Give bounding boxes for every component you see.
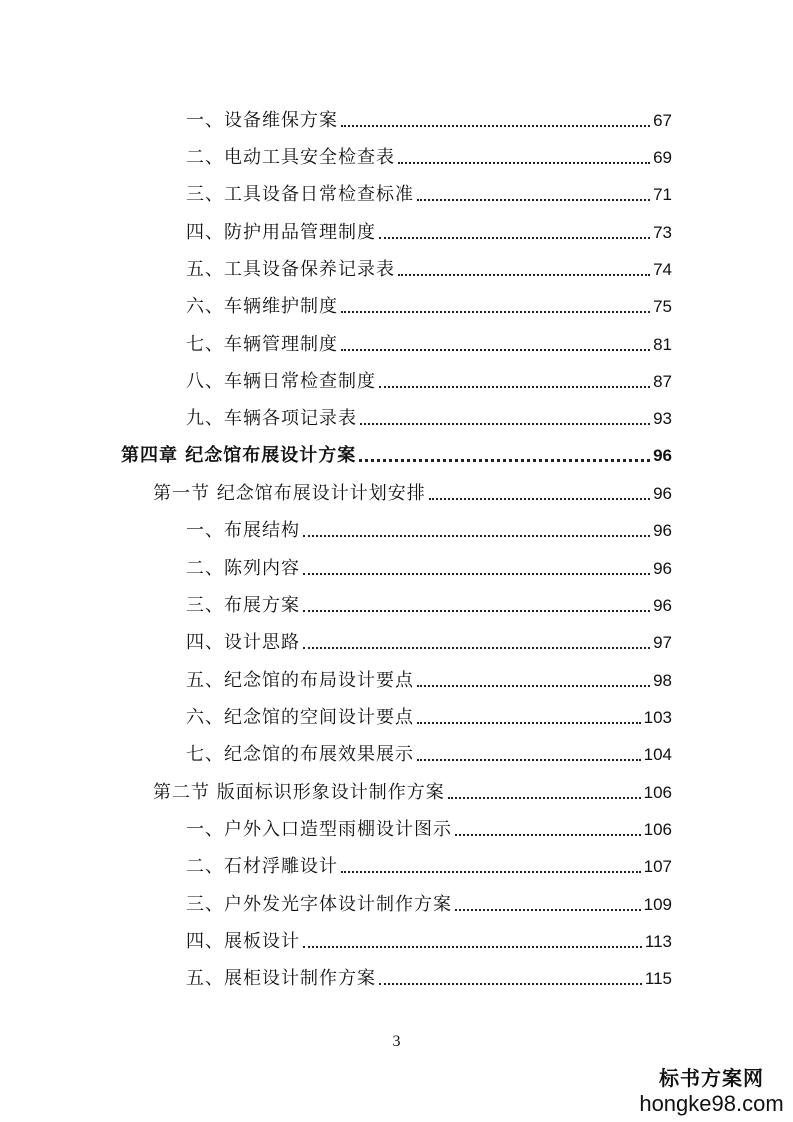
toc-entry-page: 96	[653, 596, 672, 615]
toc-entry-page: 96	[653, 521, 672, 540]
toc-entry[interactable]	[186, 255, 672, 281]
toc-entry-page: 96	[653, 446, 672, 465]
toc-entry-page: 87	[653, 372, 672, 391]
toc-entry-title: 一、布展结构	[186, 520, 300, 541]
toc-entry-page: 81	[653, 335, 672, 354]
page-number: 3	[392, 1033, 401, 1050]
toc-entry-page: 96	[653, 559, 672, 578]
dot-leader	[398, 161, 650, 164]
dot-leader	[360, 422, 650, 425]
dot-leader	[359, 458, 650, 462]
dot-leader	[303, 534, 650, 537]
toc-entry[interactable]	[186, 666, 672, 692]
toc-entry[interactable]	[186, 628, 672, 654]
toc-entry[interactable]	[186, 852, 672, 878]
toc-entry[interactable]	[186, 815, 672, 841]
dot-leader	[448, 796, 641, 799]
toc-entry-page: 93	[653, 409, 672, 428]
toc-entry-title: 五、纪念馆的布局设计要点	[186, 670, 414, 691]
toc-entry-title: 五、工具设备保养记录表	[186, 259, 395, 280]
toc-entry-title: 四、展板设计	[186, 931, 300, 952]
toc-entry-title: 七、纪念馆的布展效果展示	[186, 744, 414, 765]
toc-entry-page: 106	[643, 820, 672, 839]
dot-leader	[341, 870, 641, 873]
watermark-domain: hongke98.com	[639, 1091, 784, 1116]
toc-entry-title: 二、石材浮雕设计	[186, 856, 338, 877]
toc-entry-title: 四、防护用品管理制度	[186, 222, 376, 243]
toc-entry-title: 九、车辆各项记录表	[186, 408, 357, 429]
site-watermark	[630, 1062, 793, 1117]
toc-entry[interactable]	[186, 890, 672, 916]
toc-entry-title: 一、户外入口造型雨棚设计图示	[186, 819, 452, 840]
toc-entry[interactable]	[186, 591, 672, 617]
toc-entry-page: 98	[653, 671, 672, 690]
toc-entry-page: 74	[653, 260, 672, 279]
dot-leader	[379, 236, 650, 239]
dot-leader	[341, 310, 650, 313]
dot-leader	[303, 572, 650, 575]
toc-entry-title: 三、布展方案	[186, 595, 300, 616]
toc-entry-page: 103	[643, 708, 672, 727]
toc-entry-page: 106	[643, 783, 672, 802]
toc-entry[interactable]	[186, 554, 672, 580]
toc-section-entry[interactable]	[153, 479, 672, 505]
dot-leader	[417, 684, 650, 687]
toc-entry-title: 三、户外发光字体设计制作方案	[186, 894, 452, 915]
toc-entry-title: 一、设备维保方案	[186, 110, 338, 131]
toc-entry-title: 第二节 版面标识形象设计制作方案	[153, 782, 445, 803]
toc-entry-page: 107	[643, 857, 672, 876]
toc-entry[interactable]	[186, 964, 672, 990]
dot-leader	[417, 721, 641, 724]
toc-entry-title: 六、车辆维护制度	[186, 296, 338, 317]
toc-chapter-entry[interactable]	[121, 441, 672, 467]
toc-entry[interactable]	[186, 404, 672, 430]
dot-leader	[417, 758, 641, 761]
watermark-title: 标书方案网	[659, 1066, 764, 1090]
dot-leader	[417, 198, 650, 201]
toc-entry[interactable]	[186, 143, 672, 169]
toc-entry-page: 109	[643, 895, 672, 914]
toc-entry-title: 四、设计思路	[186, 632, 300, 653]
dot-leader	[398, 273, 650, 276]
toc-entry-page: 113	[644, 932, 672, 951]
toc-entry-page: 71	[653, 185, 672, 204]
toc-entry[interactable]	[186, 927, 672, 953]
toc-entry[interactable]	[186, 180, 672, 206]
dot-leader	[341, 124, 650, 127]
dot-leader	[341, 348, 650, 351]
dot-leader	[455, 908, 641, 911]
dot-leader	[303, 646, 650, 649]
toc-entry[interactable]	[186, 292, 672, 318]
toc-entry-page: 67	[653, 111, 672, 130]
toc-entry-page: 69	[653, 148, 672, 167]
toc-entry-title: 三、工具设备日常检查标准	[186, 184, 414, 205]
toc-entry-title: 二、陈列内容	[186, 558, 300, 579]
toc-entry-page: 97	[653, 633, 672, 652]
toc-entry-page: 104	[643, 745, 672, 764]
toc-entry-page: 75	[653, 297, 672, 316]
toc-entry[interactable]	[186, 703, 672, 729]
toc-entry-page: 73	[653, 223, 672, 242]
toc-entry[interactable]	[186, 516, 672, 542]
dot-leader	[303, 945, 642, 948]
toc-entry-title: 八、车辆日常检查制度	[186, 371, 376, 392]
dot-leader	[429, 497, 650, 500]
toc-entry[interactable]	[186, 106, 672, 132]
toc-entry-title: 第一节 纪念馆布展设计计划安排	[153, 483, 426, 504]
toc-section-entry[interactable]	[153, 778, 672, 804]
dot-leader	[379, 385, 650, 388]
toc-entry-title: 第四章 纪念馆布展设计方案	[121, 445, 357, 466]
toc-entry-title: 二、电动工具安全检查表	[186, 147, 395, 168]
toc-entry-page: 96	[653, 484, 672, 503]
toc-entry-title: 六、纪念馆的空间设计要点	[186, 707, 414, 728]
toc-entry[interactable]	[186, 330, 672, 356]
toc-entry[interactable]	[186, 740, 672, 766]
dot-leader	[455, 833, 641, 836]
toc-entry-title: 七、车辆管理制度	[186, 334, 338, 355]
toc-entry-title: 五、展柜设计制作方案	[186, 968, 376, 989]
dot-leader	[379, 982, 642, 985]
toc-entry-page: 115	[644, 969, 672, 988]
toc-entry[interactable]	[186, 367, 672, 393]
dot-leader	[303, 609, 650, 612]
toc-entry[interactable]	[186, 218, 672, 244]
